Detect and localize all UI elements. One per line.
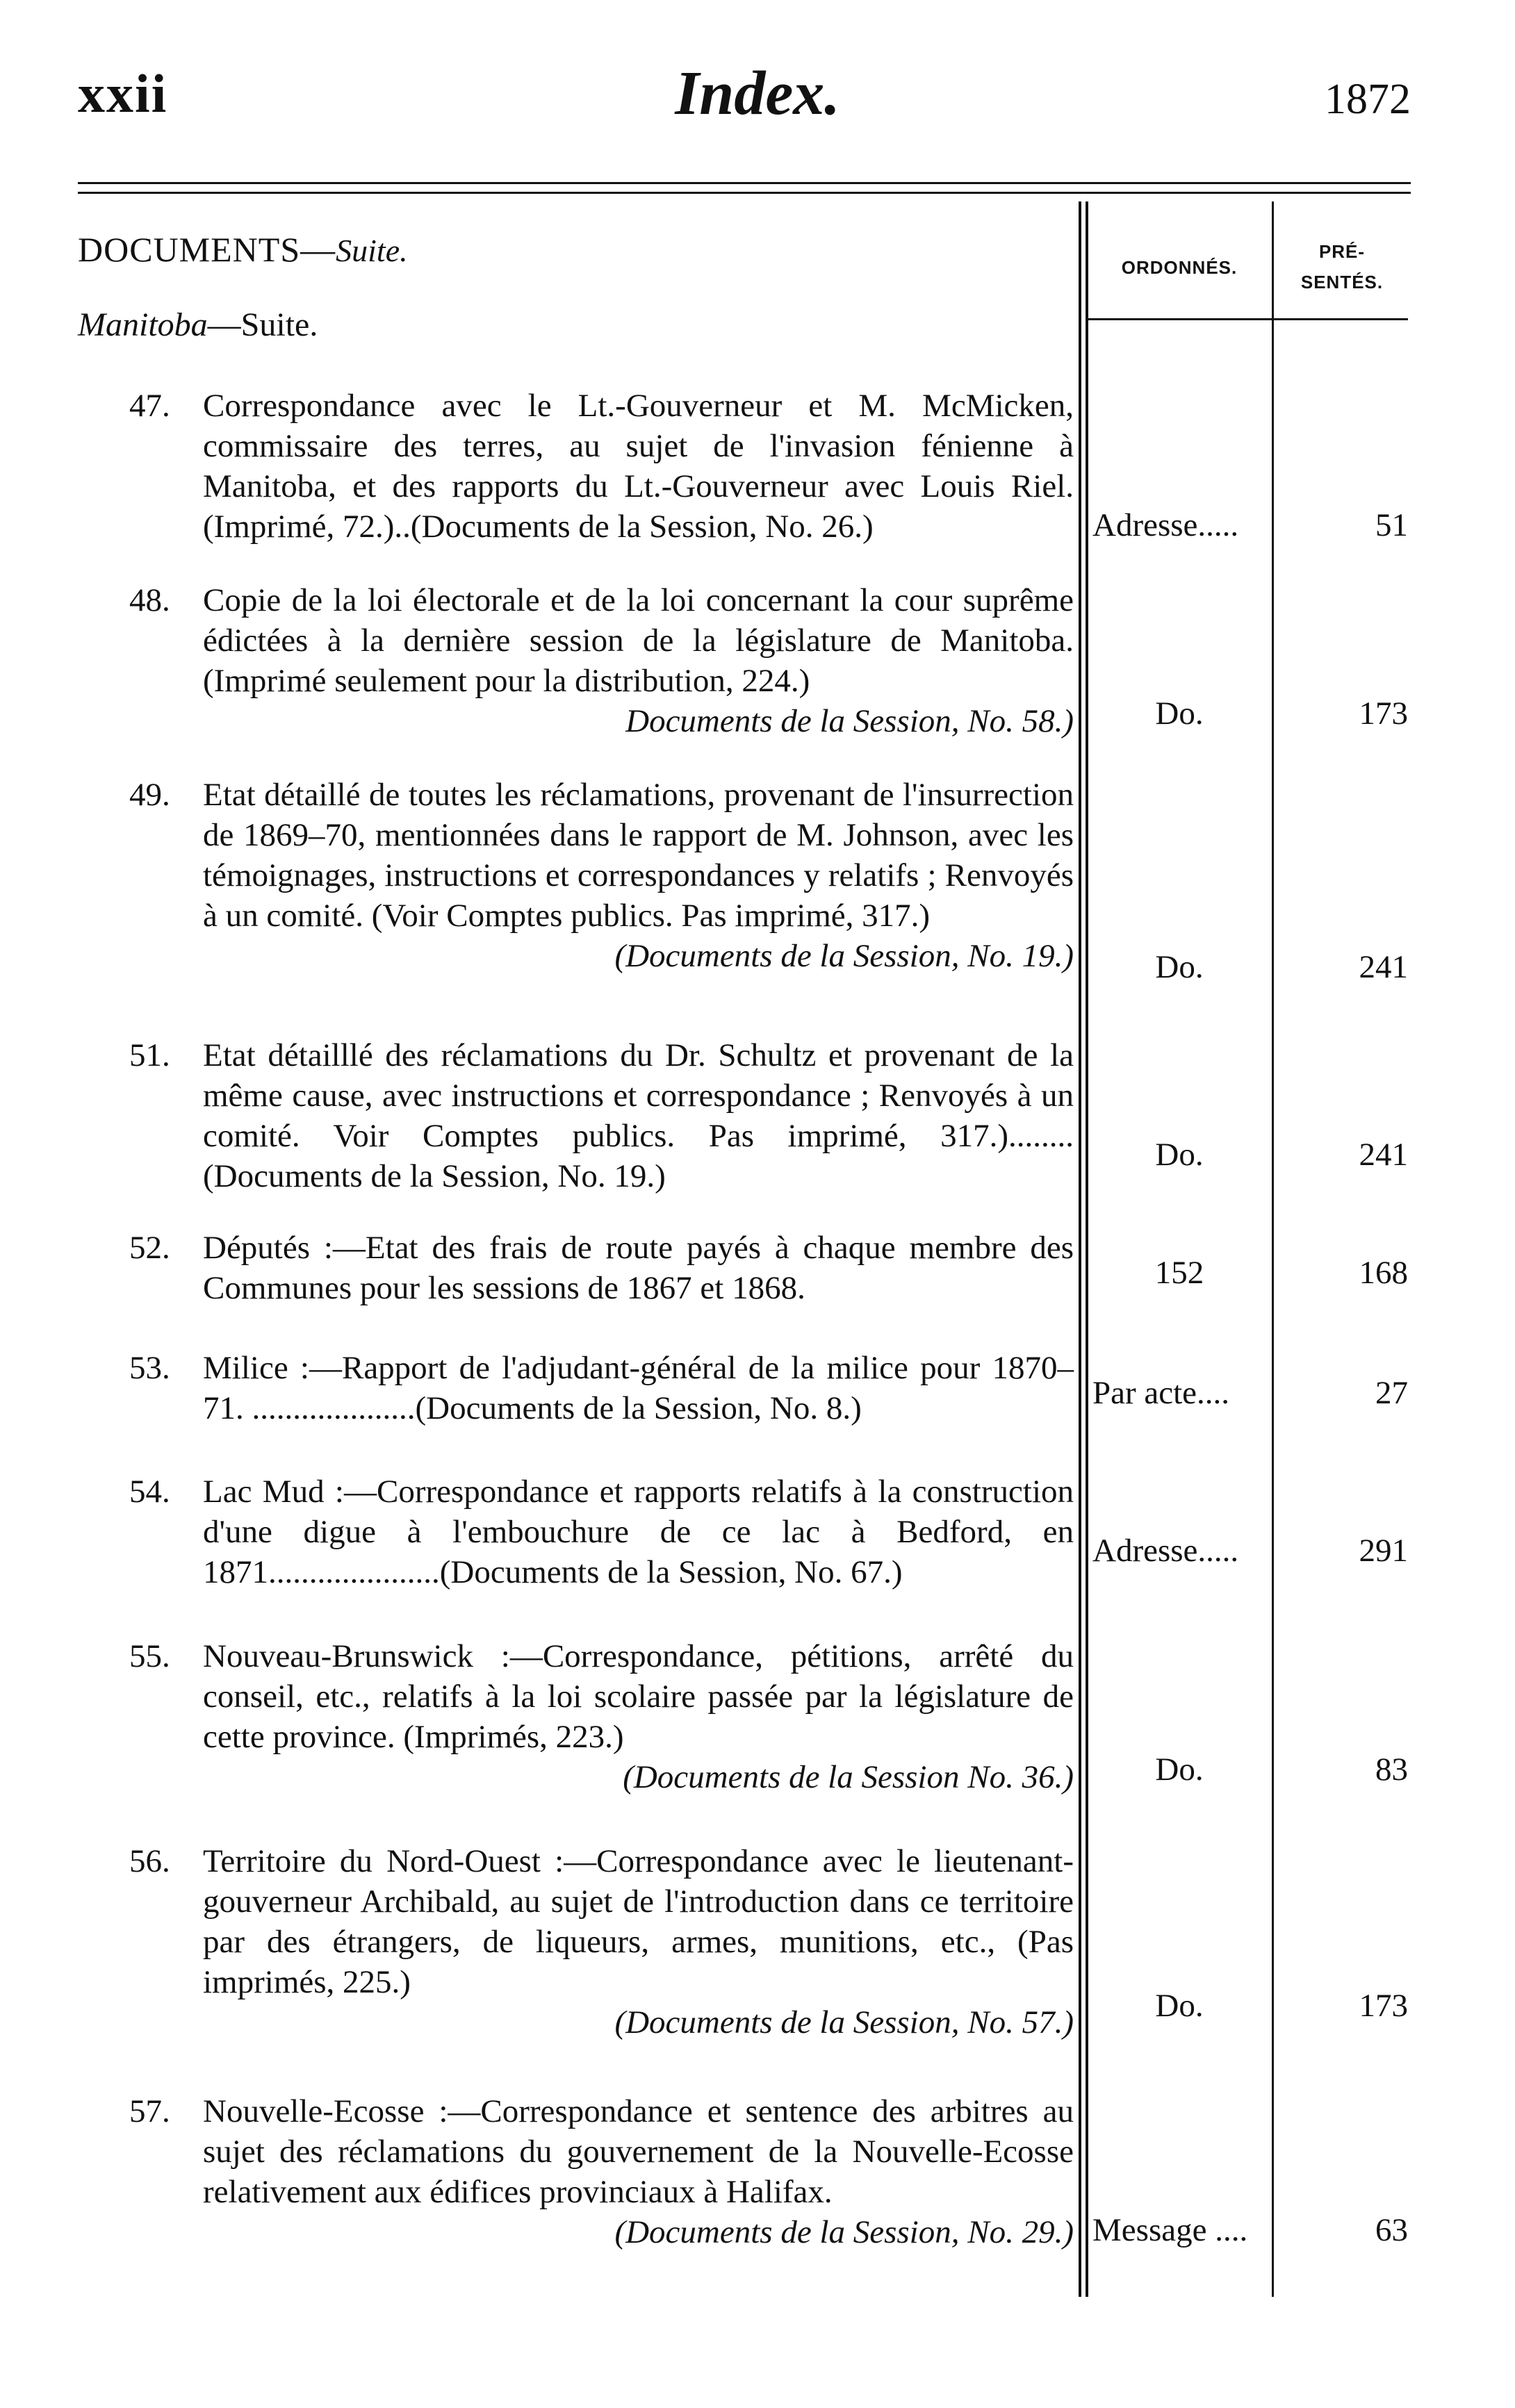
page-number: xxii	[78, 63, 168, 124]
entry-presented: 241	[1359, 949, 1408, 985]
entry-text: Députés :—Etat des frais de route payés à chaque membre des Communes pour les sessions de 1867 et 1868.	[203, 1230, 1074, 1306]
entry-ordered: 152	[1154, 1255, 1204, 1291]
index-entry	[129, 1228, 1074, 1308]
entry-number: 56.	[129, 1843, 170, 1879]
entry-number: 55.	[129, 1638, 170, 1674]
entry-presented: 291	[1359, 1533, 1408, 1569]
index-entry	[129, 1471, 1074, 1592]
entry-reference: (Documents de la Session, No. 57.)	[614, 2004, 1074, 2040]
column-header-presented-line1: PRÉ-	[1318, 241, 1366, 262]
page-title: Index.	[675, 59, 840, 128]
entry-ordered: Adresse.....	[1092, 507, 1239, 543]
index-entry	[129, 2091, 1074, 2252]
index-entry	[129, 1636, 1074, 1797]
entry-reference: Documents de la Session, No. 58.)	[625, 703, 1074, 739]
column-divider	[1079, 201, 1081, 2297]
index-entry	[129, 386, 1074, 547]
entry-ordered: Do.	[1155, 695, 1204, 732]
column-header-ordered: ORDONNÉS.	[1121, 257, 1238, 278]
entry-presented: 173	[1359, 1988, 1408, 2024]
index-entry	[129, 580, 1074, 741]
entry-presented: 63	[1375, 2212, 1408, 2248]
subsection-name: Manitoba	[78, 306, 208, 343]
entry-text	[203, 2091, 1074, 2252]
entry-presented: 51	[1375, 507, 1408, 543]
entry-text	[203, 775, 1074, 976]
entry-number: 48.	[129, 582, 170, 618]
index-entry	[129, 1348, 1074, 1428]
header-rule-top	[78, 182, 1411, 184]
entry-text-main: Territoire du Nord-Ouest :—Correspondance avec le lieutenant-gouverneur Archibald, au sujet de l'introduction dans ce territoire par des étrangers, de liqueurs, armes, munitions, etc., (Pas imprimés, 225.)	[203, 1843, 1074, 2000]
entry-number: 47.	[129, 388, 170, 424]
entry-text: Milice :—Rapport de l'adjudant-général de la milice pour 1870–71. ....................(Documents de la Session, No. 8.)	[203, 1350, 1074, 1426]
entry-reference: (Documents de la Session No. 36.)	[623, 1759, 1074, 1795]
section-title	[78, 229, 408, 270]
entry-number: 51.	[129, 1037, 170, 1073]
entry-number: 57.	[129, 2093, 170, 2129]
entry-number: 49.	[129, 777, 170, 813]
index-entry	[129, 775, 1074, 976]
entry-text	[203, 1636, 1074, 1797]
entry-number: 53.	[129, 1350, 170, 1386]
entry-text	[203, 1841, 1074, 2043]
entry-reference: (Documents de la Session, No. 19.)	[614, 938, 1074, 974]
index-entry	[129, 1035, 1074, 1196]
entry-ordered: Adresse.....	[1092, 1533, 1239, 1569]
entry-ordered: Message ....	[1092, 2212, 1248, 2248]
column-header-presented	[1276, 236, 1408, 297]
entry-ordered: Do.	[1155, 1988, 1204, 2024]
subsection-suffix: —Suite.	[207, 306, 318, 343]
index-entry	[129, 1841, 1074, 2043]
section-title-suffix: Suite.	[336, 233, 408, 268]
entry-presented: 168	[1359, 1255, 1408, 1291]
entry-ordered: Do.	[1155, 1751, 1204, 1788]
section-title-main: DOCUMENTS—	[78, 230, 336, 269]
header-rule-bottom	[78, 192, 1411, 194]
column-header-rule	[1088, 318, 1408, 320]
page-year: 1872	[1325, 76, 1411, 123]
subsection-title	[78, 306, 318, 344]
entry-reference: (Documents de la Session, No. 29.)	[614, 2214, 1074, 2250]
entry-presented: 83	[1375, 1751, 1408, 1788]
entry-text: Lac Mud :—Correspondance et rapports relatifs à la construction d'une digue à l'embouchure de ce lac à Bedford, en 1871.....................(Documents de la Session, No. 67.)	[203, 1474, 1074, 1590]
entry-presented: 27	[1375, 1375, 1408, 1411]
entry-text: Etat détailllé des réclamations du Dr. Schultz et provenant de la même cause, avec instructions et correspondance ; Renvoyés à un comité. Voir Comptes publics. Pas imprimé, 317.)........(Documents de la Session, No. 19.)	[203, 1037, 1074, 1194]
entry-text: Correspondance avec le Lt.-Gouverneur et M. McMicken, commissaire des terres, au sujet de l'invasion fénienne à Manitoba, et des rapports du Lt.-Gouverneur avec Louis Riel. (Imprimé, 72.)..(Documents de la Session, No. 26.)	[203, 388, 1074, 545]
entry-number: 52.	[129, 1230, 170, 1266]
entry-ordered: Do.	[1155, 1137, 1204, 1173]
entry-presented: 173	[1359, 695, 1408, 732]
entry-presented: 241	[1359, 1137, 1408, 1173]
entry-number: 54.	[129, 1474, 170, 1510]
entry-text	[203, 580, 1074, 741]
entry-text-main: Nouveau-Brunswick :—Correspondance, pétitions, arrêté du conseil, etc., relatifs à la loi scolaire passée par la législature de cette province. (Imprimés, 223.)	[203, 1638, 1074, 1755]
entry-text-main: Copie de la loi électorale et de la loi concernant la cour suprême édictées à la dernière session de la législature de Manitoba. (Imprimé seulement pour la distribution, 224.)	[203, 582, 1074, 699]
entry-ordered: Par acte....	[1092, 1375, 1230, 1411]
entry-text-main: Nouvelle-Ecosse :—Correspondance et sentence des arbitres au sujet des réclamations du gouvernement de la Nouvelle-Ecosse relativement aux édifices provinciaux à Halifax.	[203, 2093, 1074, 2210]
entry-text-main: Etat détaillé de toutes les réclamations, provenant de l'insurrection de 1869–70, mentionnées dans le rapport de M. Johnson, avec les témoignages, instructions et correspondances y relatifs ; Renvoyés à un comité. (Voir Comptes publics. Pas imprimé, 317.)	[203, 777, 1074, 934]
entry-ordered: Do.	[1155, 949, 1204, 985]
column-header-presented-line2: SENTÉS.	[1300, 272, 1384, 292]
